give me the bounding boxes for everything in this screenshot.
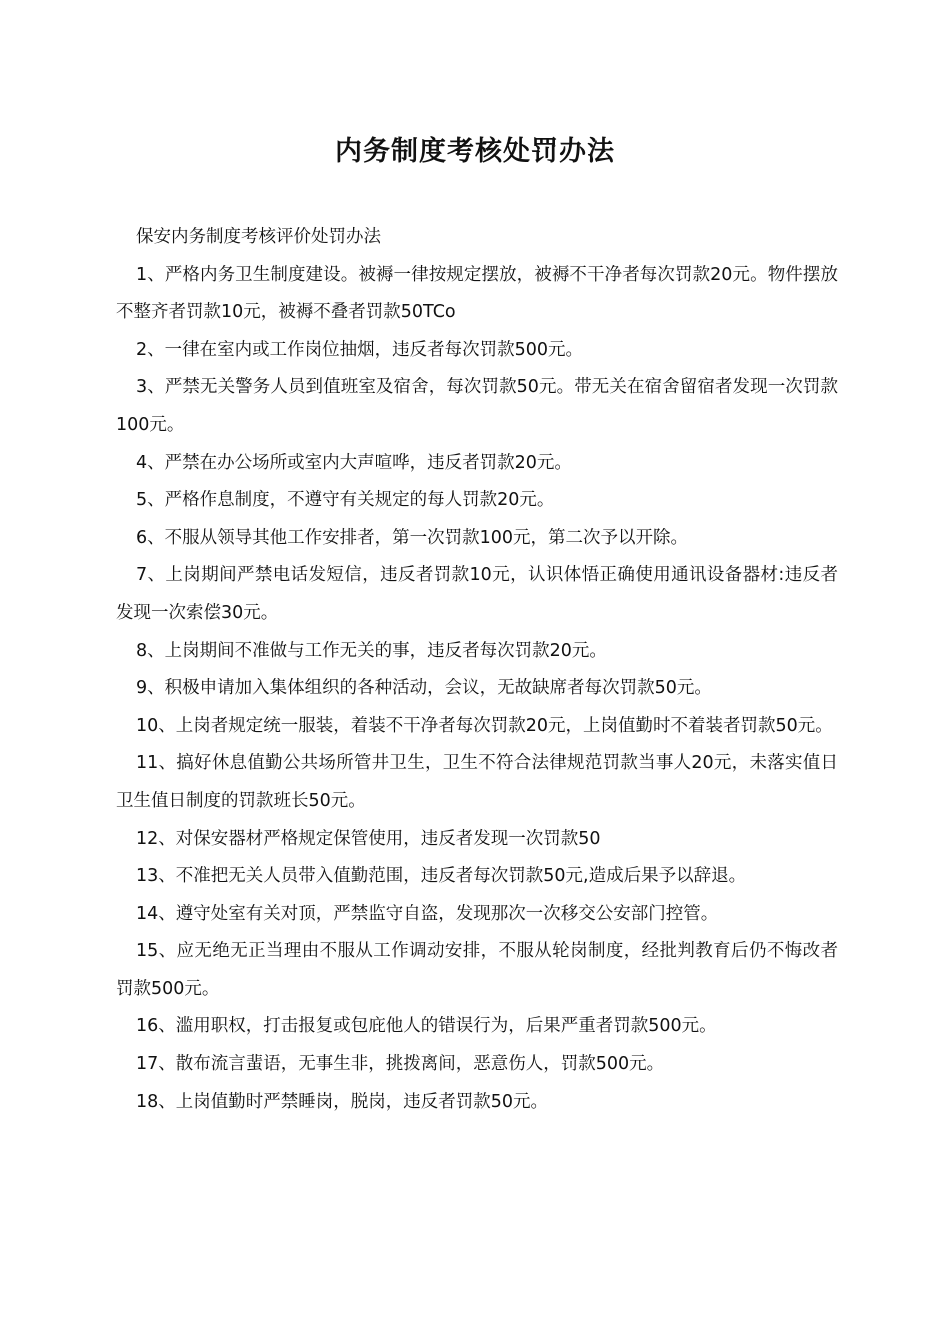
rule-item-15: 15、应无绝无正当理由不服从工作调动安排，不服从轮岗制度，经批判教育后仍不悔改者罚款500元。: [116, 941, 838, 999]
document-body: [116, 219, 838, 1121]
rule-item-14: 14、遵守处室有关对顶，严禁监守自盗，发现那次一次移交公安部门控管。: [136, 903, 719, 924]
rule-item-3: 3、严禁无关警务人员到值班室及宿舍，每次罚款50元。带无关在宿舍留宿者发现一次罚款100元。: [116, 377, 838, 435]
rule-item-1: 1、严格内务卫生制度建设。被褥一律按规定摆放，被褥不干净者每次罚款20元。物件摆放不整齐者罚款10元，被褥不叠者罚款50TCo: [116, 264, 838, 323]
rule-item-5: 5、严格作息制度，不遵守有关规定的每人罚款20元。: [136, 490, 555, 511]
rule-item-16: 16、滥用职权，打击报复或包庇他人的错误行为，后果严重者罚款500元。: [136, 1016, 717, 1037]
document-subtitle: 保安内务制度考核评价处罚办法: [136, 227, 381, 247]
rule-item-6: 6、不服从领导其他工作安排者，第一次罚款100元，第二次予以开除。: [136, 527, 689, 548]
rule-item-8: 8、上岗期间不准做与工作无关的事，违反者每次罚款20元。: [136, 640, 607, 661]
rule-item-17: 17、散布流言蜚语，无事生非，挑拨离间，恶意伤人，罚款500元。: [136, 1054, 665, 1075]
rule-item-11: 11、搞好休息值勤公共场所管井卫生，卫生不符合法律规范罚款当事人20元，未落实值日卫生值日制度的罚款班长50元。: [116, 753, 838, 811]
rule-item-9: 9、积极申请加入集体组织的各种活动，会议，无故缺席者每次罚款50元。: [136, 678, 712, 699]
rule-item-4: 4、严禁在办公场所或室内大声喧哗，违反者罚款20元。: [136, 452, 572, 473]
rule-item-2: 2、一律在室内或工作岗位抽烟，违反者每次罚款500元。: [136, 339, 584, 360]
rule-item-12: 12、对保安器材严格规定保管使用，违反者发现一次罚款50: [136, 828, 601, 849]
rule-item-13: 13、不准把无关人员带入值勤范围，违反者每次罚款50元,造成后果予以辞退。: [136, 866, 747, 887]
rule-item-10: 10、上岗者规定统一服装，着装不干净者每次罚款20元，上岗值勤时不着装者罚款50元。: [136, 715, 833, 736]
document-title: 内务制度考核处罚办法: [335, 136, 615, 167]
rule-item-18: 18、上岗值勤时严禁睡岗，脱岗，违反者罚款50元。: [136, 1091, 549, 1112]
rule-item-7: 7、上岗期间严禁电话发短信，违反者罚款10元，认识体悟正确使用通讯设备器材:违反者发现一次索偿30元。: [116, 565, 838, 623]
